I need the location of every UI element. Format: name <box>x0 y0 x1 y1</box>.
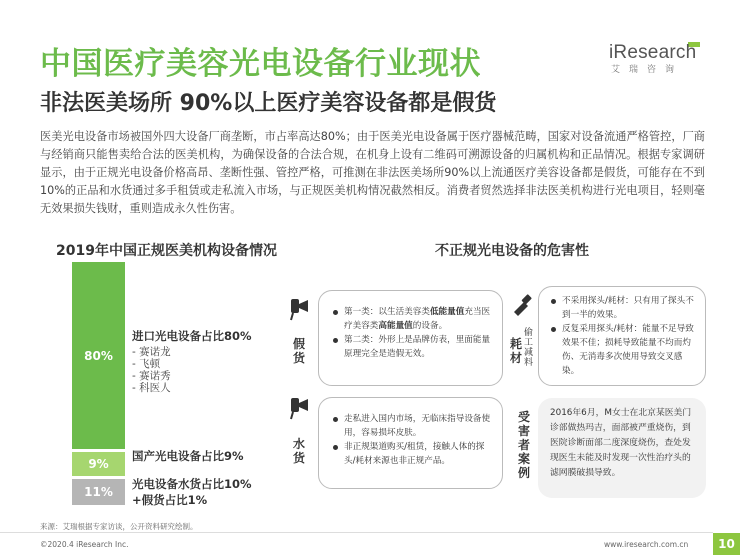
page-number: 10 <box>713 533 740 555</box>
gray-label: 光电设备水货占比10% <box>132 477 252 491</box>
bar-value-imported: 80% <box>84 348 113 363</box>
page-subtitle: 非法医美场所 90%以上医疗美容设备都是假货 <box>40 91 497 116</box>
logo-sub-text: 艾瑞咨询 <box>611 65 684 75</box>
source-note: 来源：艾瑞根据专家访谈，公开资料研究绘制。 <box>40 522 198 531</box>
footer-divider <box>0 532 713 533</box>
bar-segment-imported <box>72 262 125 449</box>
bar-segment-gray-fake <box>72 479 125 505</box>
fake-device-icon <box>288 296 312 322</box>
iresearch-logo <box>609 42 709 75</box>
consumables-item: 不采用探头/耗材：只有用了探头不到一半的效果。 <box>551 294 697 322</box>
right-section-title: 不正规光电设备的危害性 <box>435 243 589 259</box>
fake-label: +假货占比1% <box>132 493 208 507</box>
imported-label: 进口光电设备占比80% <box>132 329 252 343</box>
consumables-box <box>538 286 706 386</box>
site-url: www.iresearch.com.cn <box>604 540 689 549</box>
smuggled-label: 水货 <box>292 437 305 465</box>
brand-item: - 飞顿 <box>132 358 161 370</box>
smuggled-item: 走私进入国内市场，无临床指导设备使用，容易损坏皮肤。 <box>333 412 492 440</box>
fake-box <box>318 290 503 386</box>
imported-label-group <box>132 328 252 394</box>
logo-main-text: iResearch <box>609 42 697 63</box>
left-section-title: 2019年中国正规医美机构设备情况 <box>56 243 277 259</box>
fake-label: 假货 <box>292 337 305 365</box>
copyright: ©2020.4 iResearch Inc. <box>40 540 129 549</box>
domestic-label: 国产光电设备占比9% <box>132 449 244 463</box>
bar-segment-domestic <box>72 452 125 476</box>
case-box <box>538 398 706 498</box>
smuggled-device-icon <box>288 395 312 421</box>
fake-item-2: 第二类：外形上是品牌仿表，里面能量原理完全是造假无效。 <box>333 333 492 361</box>
case-label: 受害者案例 <box>517 410 530 480</box>
consumables-sublabel: 偷工减料 <box>523 328 533 368</box>
intro-paragraph: 医美光电设备市场被国外四大设备厂商垄断，市占率高达80%；由于医美光电设备属于医疗器械范畴，国家对设备流通严格管控，厂商与经销商只能售卖给合法的医美机构，为确保设备的合法合规，在机身上设有二维码可溯源设备的归属机构和正品情况。根据专家调研显示，由于正规光电设备价格高昂、垄断性强、管控严格，可推测在非法医美场所90%以上流通医疗美容设备都是假货，可能存在不到10%的正品和水货通过多手租赁或走私流入市场，与正规医美机构情况截然相反。消费者贸然选择非法医美机构进行光电项目，轻则毫无效果损失钱财，重则造成永久性伤害。 <box>40 130 705 215</box>
brand-item: - 赛诺龙 <box>132 346 171 358</box>
bar-value-gray-fake: 11% <box>84 485 113 499</box>
probe-icon <box>510 292 534 316</box>
consumables-label: 耗材 <box>509 337 522 365</box>
page-title: 中国医疗美容光电设备行业现状 <box>40 46 481 82</box>
consumables-item: 反复采用探头/耗材：能量不足导致效果不佳；损耗导致能量不均而灼伤、无消毒多次使用导致交叉感染。 <box>551 322 697 378</box>
smuggled-item: 非正规渠道购买/租赁，接触人体的探头/耗材来源也非正规产品。 <box>333 440 492 468</box>
smuggled-box <box>318 397 503 489</box>
bar-value-domestic: 9% <box>88 457 109 471</box>
case-text: 2016年6月，M女士在北京某医美门诊部做热玛吉，面部被严重烧伤，到医院诊断面部二度深度烧伤，查处发现医生未能及时发现一次性治疗头的滤网膜破损导致。 <box>550 408 692 478</box>
gray-fake-label-group <box>132 476 252 508</box>
fake-item-1: 第一类：以生活美容类低能量值充当医疗美容类高能量值的设备。 <box>333 305 492 333</box>
brand-item: - 科医人 <box>132 382 171 394</box>
brand-item: - 赛诺秀 <box>132 370 171 382</box>
